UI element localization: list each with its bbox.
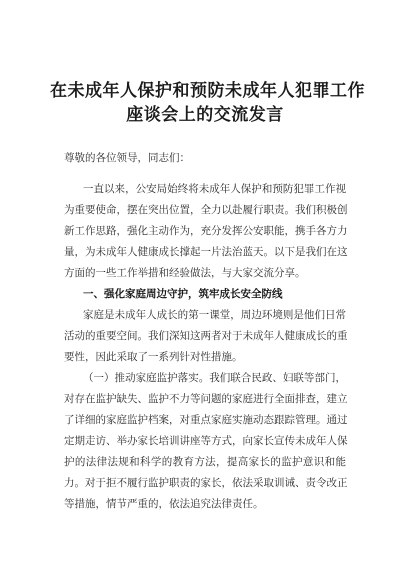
section-heading: 一、强化家庭周边守护，筑牢成长安全防线 [83, 288, 283, 300]
paragraph-line: 护的法律法规和科学的教育方法，提高家长的监护意识和能 [64, 456, 346, 468]
paragraph-line: 家庭是未成年人成长的第一课堂，周边环境则是他们日常 [83, 309, 346, 321]
salutation: 尊敬的各位领导，同志们： [64, 152, 190, 164]
paragraph-line: 了详细的家庭监护档案，对重点家庭实施动态跟踪管理。通过 [64, 414, 348, 426]
paragraph-line: 要性，因此采取了一系列针对性措施。 [64, 351, 243, 363]
paragraph-line: 力。对于拒不履行监护职责的家长，依法采取训诫、责令改正 [64, 477, 348, 489]
document-title-line-2: 座谈会上的交流发言 [126, 105, 284, 125]
document-title-line-1: 在未成年人保护和预防未成年人犯罪工作 [50, 81, 365, 101]
paragraph-line: 活动的重要空间。我们深知这两者对于未成年人健康成长的重 [64, 330, 348, 342]
paragraph-line: （一）推动家庭监护落实。我们联合民政、妇联等部门， [83, 372, 346, 384]
paragraph-line: 一直以来，公安局始终将未成年人保护和预防犯罪工作视 [83, 183, 346, 195]
paragraph-line: 为重要使命，摆在突出位置，全力以赴履行职责。我们积极创 [64, 204, 348, 216]
paragraph-line: 新工作思路，强化主动作为，充分发挥公安职能，携手各方力 [64, 225, 348, 237]
paragraph-line: 等措施，情节严重的，依法追究法律责任。 [64, 498, 264, 510]
paragraph-line: 量，为未成年人健康成长撑起一片法治蓝天。以下是我们在这 [64, 246, 348, 258]
paragraph-line: 方面的一些工作举措和经验做法，与大家交流分享。 [64, 267, 306, 279]
paragraph-line: 定期走访、举办家长培训讲座等方式，向家长宣传未成年人保 [64, 435, 348, 447]
paragraph-line: 对存在监护缺失、监护不力等问题的家庭进行全面排查，建立 [64, 393, 348, 405]
